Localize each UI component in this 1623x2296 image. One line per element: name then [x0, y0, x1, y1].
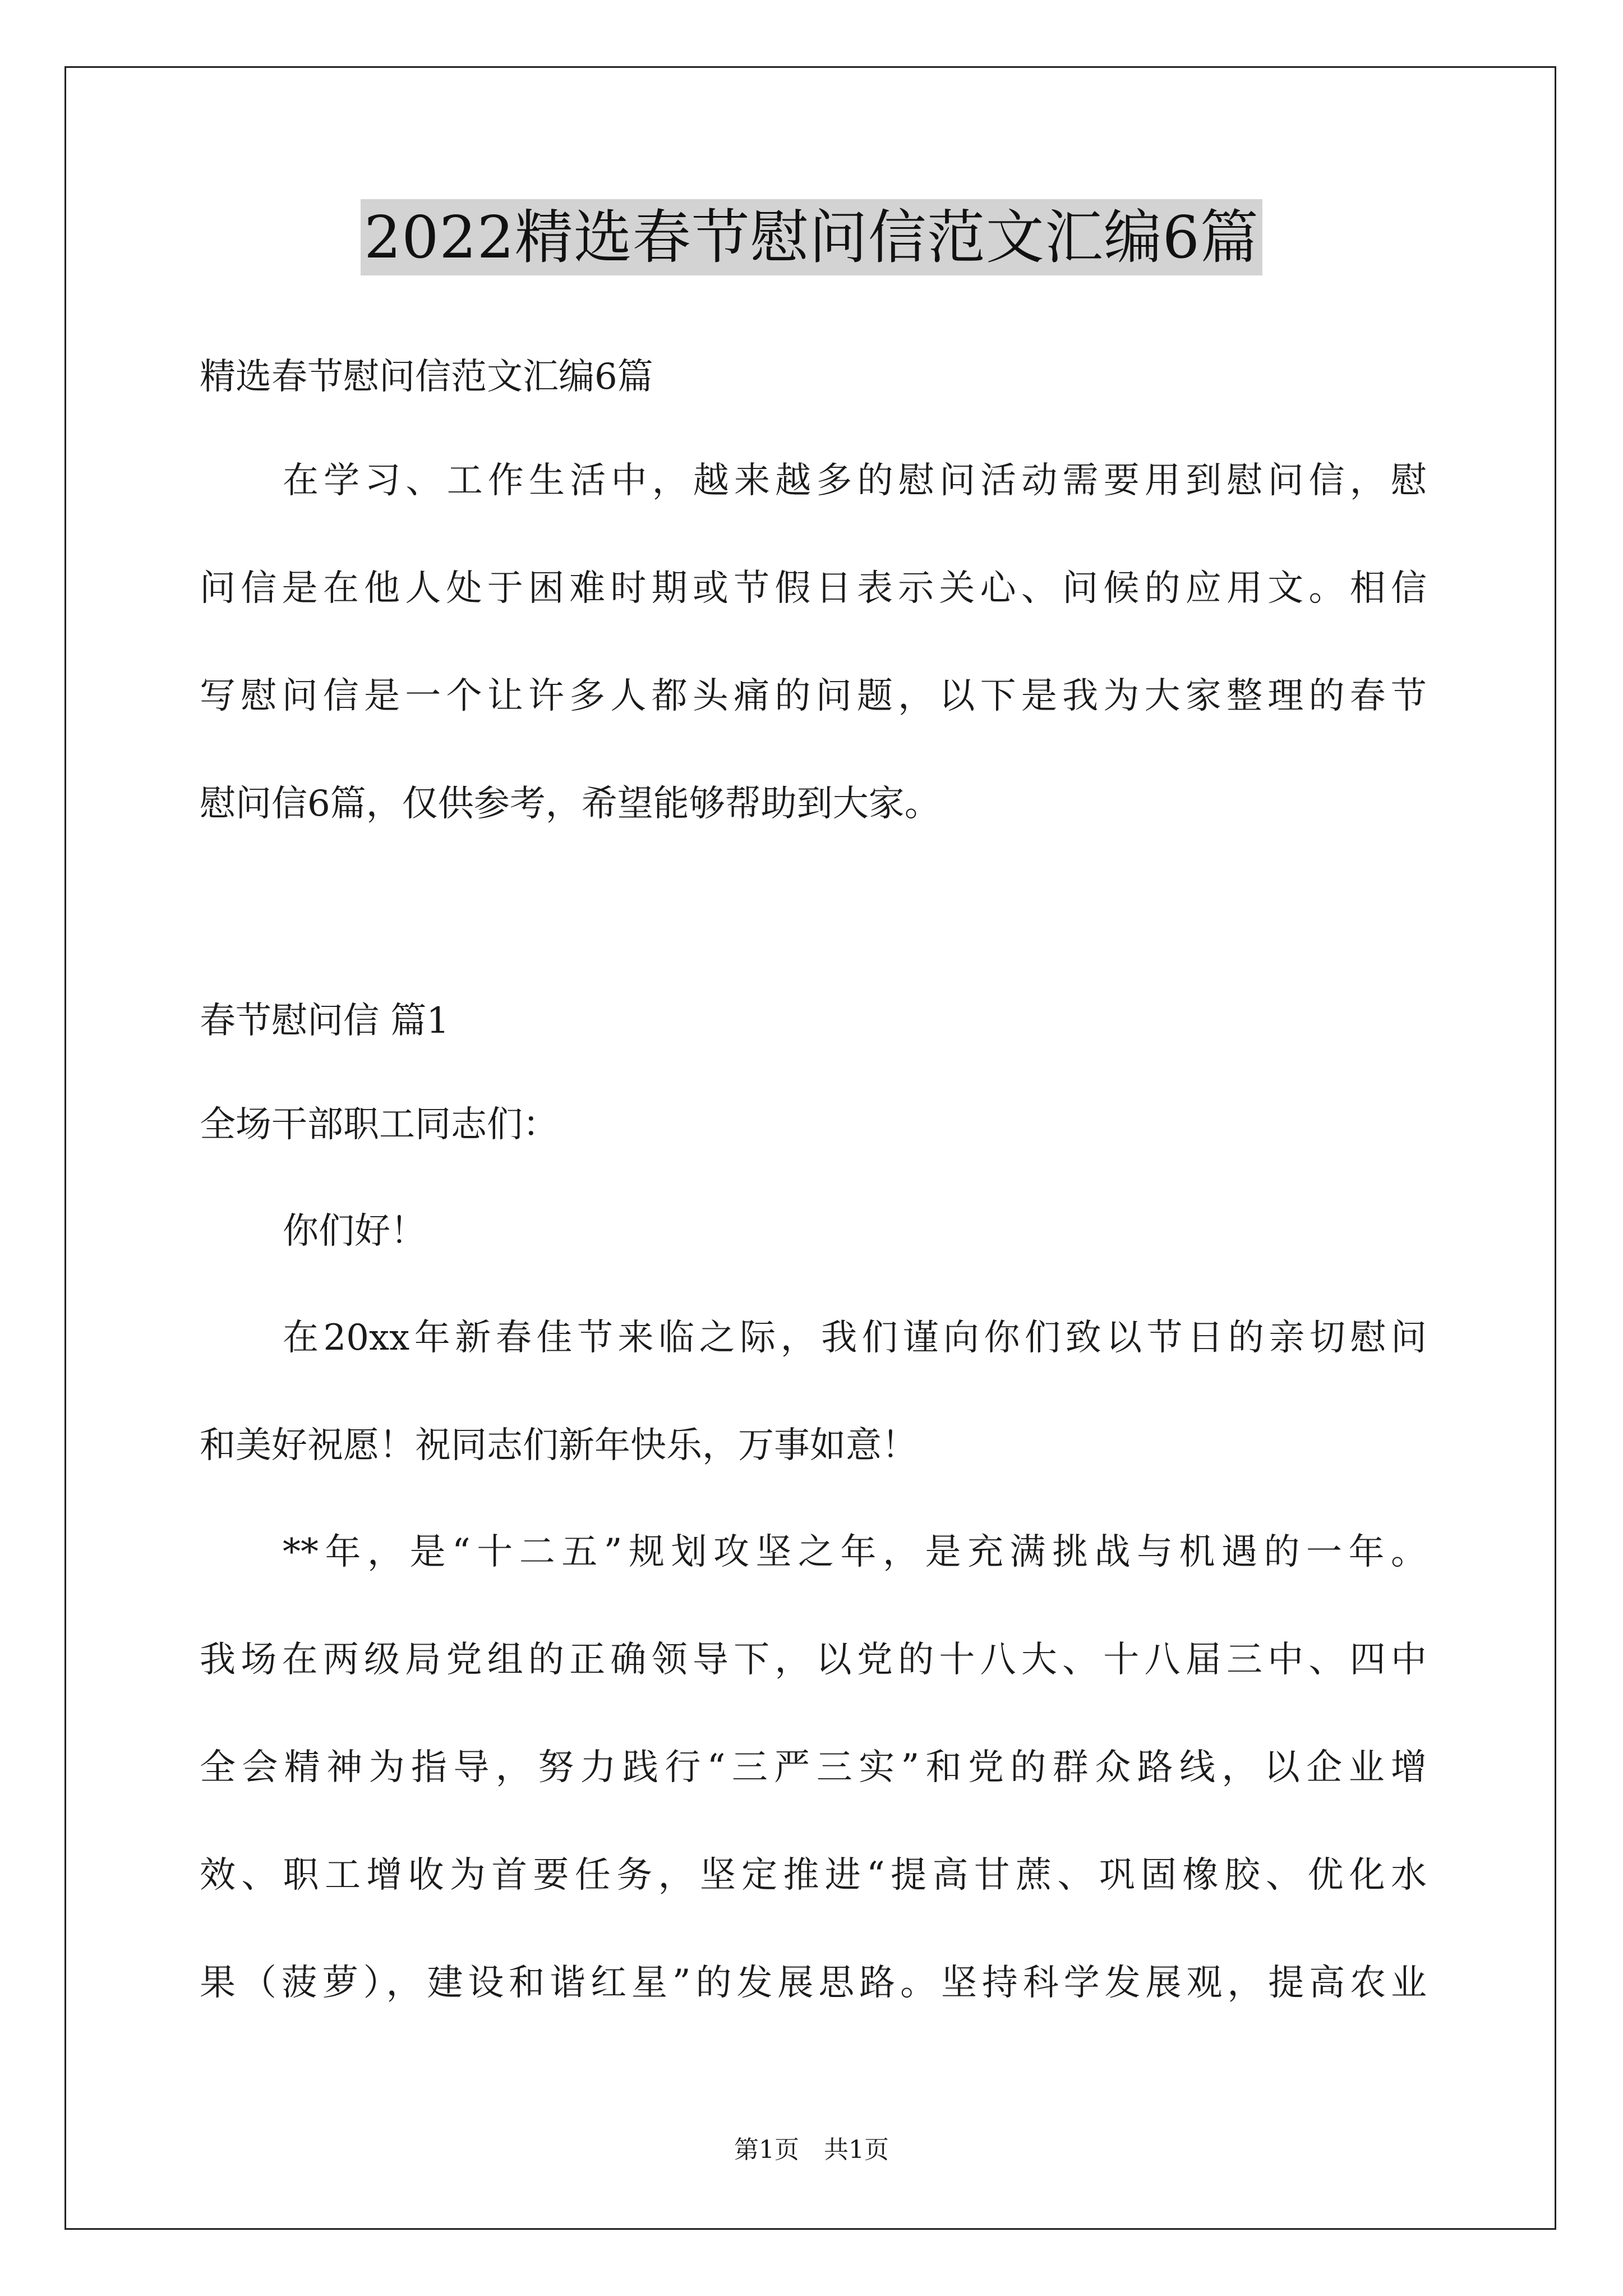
- paragraph-line: 全会精神为指导，努力践行“三严三实”和党的群众路线，以企业增: [200, 1747, 1427, 1788]
- paragraph-line: 果（菠萝），建设和谐红星”的发展思路。坚持科学发展观，提高农业: [200, 1962, 1427, 2004]
- paragraph-line: **年，是“十二五”规划攻坚之年，是充满挑战与机遇的一年。: [283, 1531, 1427, 1573]
- greeting: 你们好！: [283, 1211, 426, 1252]
- document-title: 2022精选春节慰问信范文汇编6篇: [361, 199, 1262, 275]
- paragraph-line: 和美好祝愿！祝同志们新年快乐，万事如意！: [200, 1425, 917, 1466]
- title-wrap: [0, 199, 1623, 275]
- subtitle: 精选春节慰问信范文汇编6篇: [200, 356, 653, 398]
- salutation: 全场干部职工同志们：: [200, 1104, 559, 1145]
- paragraph-line: 效、职工增收为首要任务，坚定推进“提高甘蔗、巩固橡胶、优化水: [200, 1855, 1427, 1896]
- intro-line: 问信是在他人处于困难时期或节假日表示关心、问候的应用文。相信: [200, 568, 1427, 609]
- intro-line: 慰问信6篇，仅供参考，希望能够帮助到大家。: [200, 783, 940, 825]
- intro-line: 在学习、工作生活中，越来越多的慰问活动需要用到慰问信，慰: [283, 460, 1427, 501]
- intro-line: 写慰问信是一个让许多人都头痛的问题，以下是我为大家整理的春节: [200, 675, 1427, 717]
- paragraph-line: 我场在两级局党组的正确领导下，以党的十八大、十八届三中、四中: [200, 1639, 1427, 1681]
- section-heading: 春节慰问信 篇1: [200, 1000, 450, 1042]
- page-footer: 第1页 共1页: [734, 2136, 889, 2164]
- paragraph-line: 在20xx年新春佳节来临之际，我们谨向你们致以节日的亲切慰问: [283, 1317, 1427, 1359]
